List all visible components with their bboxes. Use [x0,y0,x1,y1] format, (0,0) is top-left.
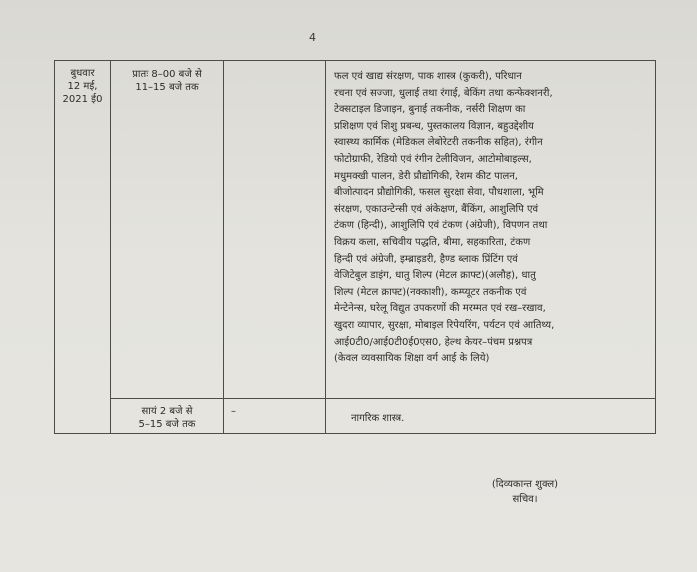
table-column-divider [223,61,224,433]
table-column-divider [110,61,111,433]
subject-line: मधुमक्खी पालन, डेरी प्रौद्योगिकी, रेशम कीट पालन, [334,170,518,182]
subject-line: वेजिटेबुल डाइंग, धातु शिल्प (मेटल क्राफ्ट)(अलौह), धातु [334,270,536,282]
subject-line: विक्रय कला, सचिवीय पद्धति, बीमा, सहकारिता, टंकण [334,236,531,248]
signatory-name: (दिव्यकान्त शुक्ल) [491,479,559,490]
table-row-divider [110,398,655,399]
subject-line: टंकण (हिन्दी), आशुलिपि एवं टंकण (अंग्रेजी), विपणन तथा [334,220,548,232]
exam-schedule-table [54,60,656,434]
subject-line: रचना एवं सज्जा, धुलाई तथा रंगाई, बेकिंग तथा कन्फेक्शनरी, [334,87,553,99]
morning-subjects-cell [334,69,652,368]
morning-time-end: 11–15 बजे तक [135,82,199,93]
subject-line: फल एवं खाद्य संरक्षण, पाक शास्त्र (कुकरी), परिधान [334,71,522,82]
morning-time-cell [111,68,223,94]
day-date: 12 मई, [67,81,98,92]
evening-time-end: 5–15 बजे तक [138,419,196,430]
signature-block [470,477,580,507]
evening-time-start: सायं 2 बजे से [141,406,193,417]
day-year: 2021 ई0 [62,94,103,105]
morning-time-start: प्रातः 8–00 बजे से [132,69,202,80]
subject-line: आई0टी0/आई0टी0ई0एस0, हेल्थ केयर–पंचम प्रश्नपत्र [334,336,533,348]
evening-time-cell [111,405,223,431]
subject-line: शिल्प (मेटल क्राफ्ट)(नक्काशी), कम्प्यूटर तकनीक एवं [334,286,527,298]
subject-line: खुदरा व्यापार, सुरक्षा, मोबाइल रिपेयरिंग, पर्यटन एवं आतिथ्य, [334,319,555,331]
page-number: 4 [309,31,316,44]
subject-line: हिन्दी एवं अंग्रेजी, इम्ब्राइडरी, हैण्ड ब्लाक प्रिंटिंग एवं [334,253,518,265]
table-column-divider [325,61,326,433]
day-date-cell [55,67,110,106]
subject-line: स्वास्थ्य कार्मिक (मेडिकल लेबोरेटरी तकनीक सहित), रंगीन [334,137,543,149]
subject-line: मेन्टेनेन्स, घरेलू विद्युत उपकरणों की मरम्मत एवं रख–रखाव, [334,303,546,315]
subject-line: संरक्षण, एकाउन्टेन्सी एवं अंकेक्षण, बैंकिंग, आशुलिपि एवं [334,203,539,215]
subject-line: बीजोत्पादन प्रौद्योगिकी, फसल सुरक्षा सेवा, पौधशाला, भूमि [334,187,544,199]
subject-line: फोटोग्राफी, रेडियो एवं रंगीन टेलीविजन, आटोमोबाइल्स, [334,153,532,165]
subject-line: (केवल व्यवसायिक शिक्षा वर्ग आई के लिये) [334,353,490,365]
evening-subject-cell: नागरिक शास्त्र. [351,413,405,424]
signatory-designation: सचिव। [512,494,538,505]
subject-line: प्रशिक्षण एवं शिशु प्रबन्ध, पुस्तकालय विज्ञान, बहुउद्देशीय [334,120,534,132]
day-name: बुधवार [70,68,95,79]
subject-line: टेक्सटाइल डिजाइन, बुनाई तकनीक, नर्सरी शिक्षण का [334,104,526,116]
evening-dash-cell: – [231,406,236,417]
